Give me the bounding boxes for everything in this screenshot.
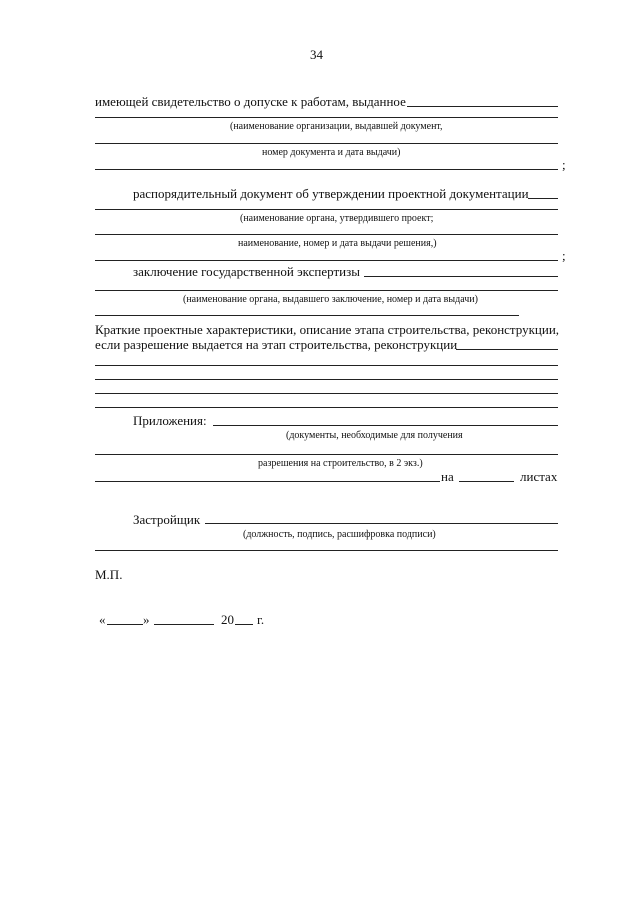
developer-field [205, 523, 558, 524]
expertise-field-3 [95, 315, 519, 316]
date-year-suffix: г. [257, 612, 265, 627]
design-approval-field-4 [95, 260, 558, 261]
characteristics-field-2 [95, 365, 558, 366]
design-approval-field-3 [95, 234, 558, 235]
expertise-field-2 [95, 290, 558, 291]
permit-line-text: имеющей свидетельство о допуске к работам, выданное [95, 94, 406, 109]
characteristics-field-5 [95, 407, 558, 408]
characteristics-field [456, 349, 558, 350]
design-approval-field [528, 198, 558, 199]
design-approval-field-2 [95, 209, 558, 210]
permit-number-field [95, 143, 558, 144]
attachments-label: Приложения: [133, 413, 207, 428]
design-approval-end-mark: ; [562, 248, 566, 263]
characteristics-field-3 [95, 379, 558, 380]
attachments-field-3 [95, 481, 440, 482]
date-month-field [154, 624, 214, 625]
date-day-field [107, 624, 143, 625]
design-approval-caption-2: наименование, номер и дата выдачи решения,) [238, 238, 437, 249]
permit-caption-2: номер документа и дата выдачи) [262, 147, 401, 158]
developer-field-2 [95, 550, 558, 551]
date-year-field [235, 624, 253, 625]
attachments-field-2 [95, 454, 558, 455]
design-approval-caption-1: (наименование органа, утвердившего проект; [240, 213, 434, 224]
permit-date-field [95, 169, 558, 170]
permit-caption-1: (наименование организации, выдавшей документ, [230, 121, 443, 132]
attachments-caption-2: разрешения на строительство, в 2 экз.) [258, 458, 423, 469]
expertise-field [364, 276, 558, 277]
attachments-sheets-label: листах [520, 469, 558, 484]
stamp-mark: М.П. [95, 567, 123, 582]
design-approval-text: распорядительный документ об утверждении проектной документации [133, 186, 529, 201]
permit-end-mark: ; [562, 157, 566, 172]
developer-caption: (должность, подпись, расшифровка подписи) [243, 529, 436, 540]
developer-label: Застройщик [133, 512, 201, 527]
characteristics-line-1: Краткие проектные характеристики, описание этапа строительства, реконструкции, [95, 322, 560, 337]
permit-issuer-field [407, 106, 558, 107]
attachments-on-label: на [441, 469, 454, 484]
characteristics-field-4 [95, 393, 558, 394]
date-year-prefix: 20 [221, 612, 234, 627]
date-close-quote: » [143, 612, 150, 627]
attachments-field [213, 425, 558, 426]
characteristics-line-2: если разрешение выдается на этап строительства, реконструкции [95, 337, 458, 352]
expertise-caption: (наименование органа, выдавшего заключение, номер и дата выдачи) [183, 294, 478, 305]
page-number: 34 [310, 47, 323, 62]
date-open-quote: « [99, 612, 106, 627]
attachments-caption-1: (документы, необходимые для получения [286, 430, 463, 441]
permit-issuer-field-2 [95, 117, 558, 118]
expertise-text: заключение государственной экспертизы [133, 264, 360, 279]
attachments-sheets-count [459, 481, 514, 482]
